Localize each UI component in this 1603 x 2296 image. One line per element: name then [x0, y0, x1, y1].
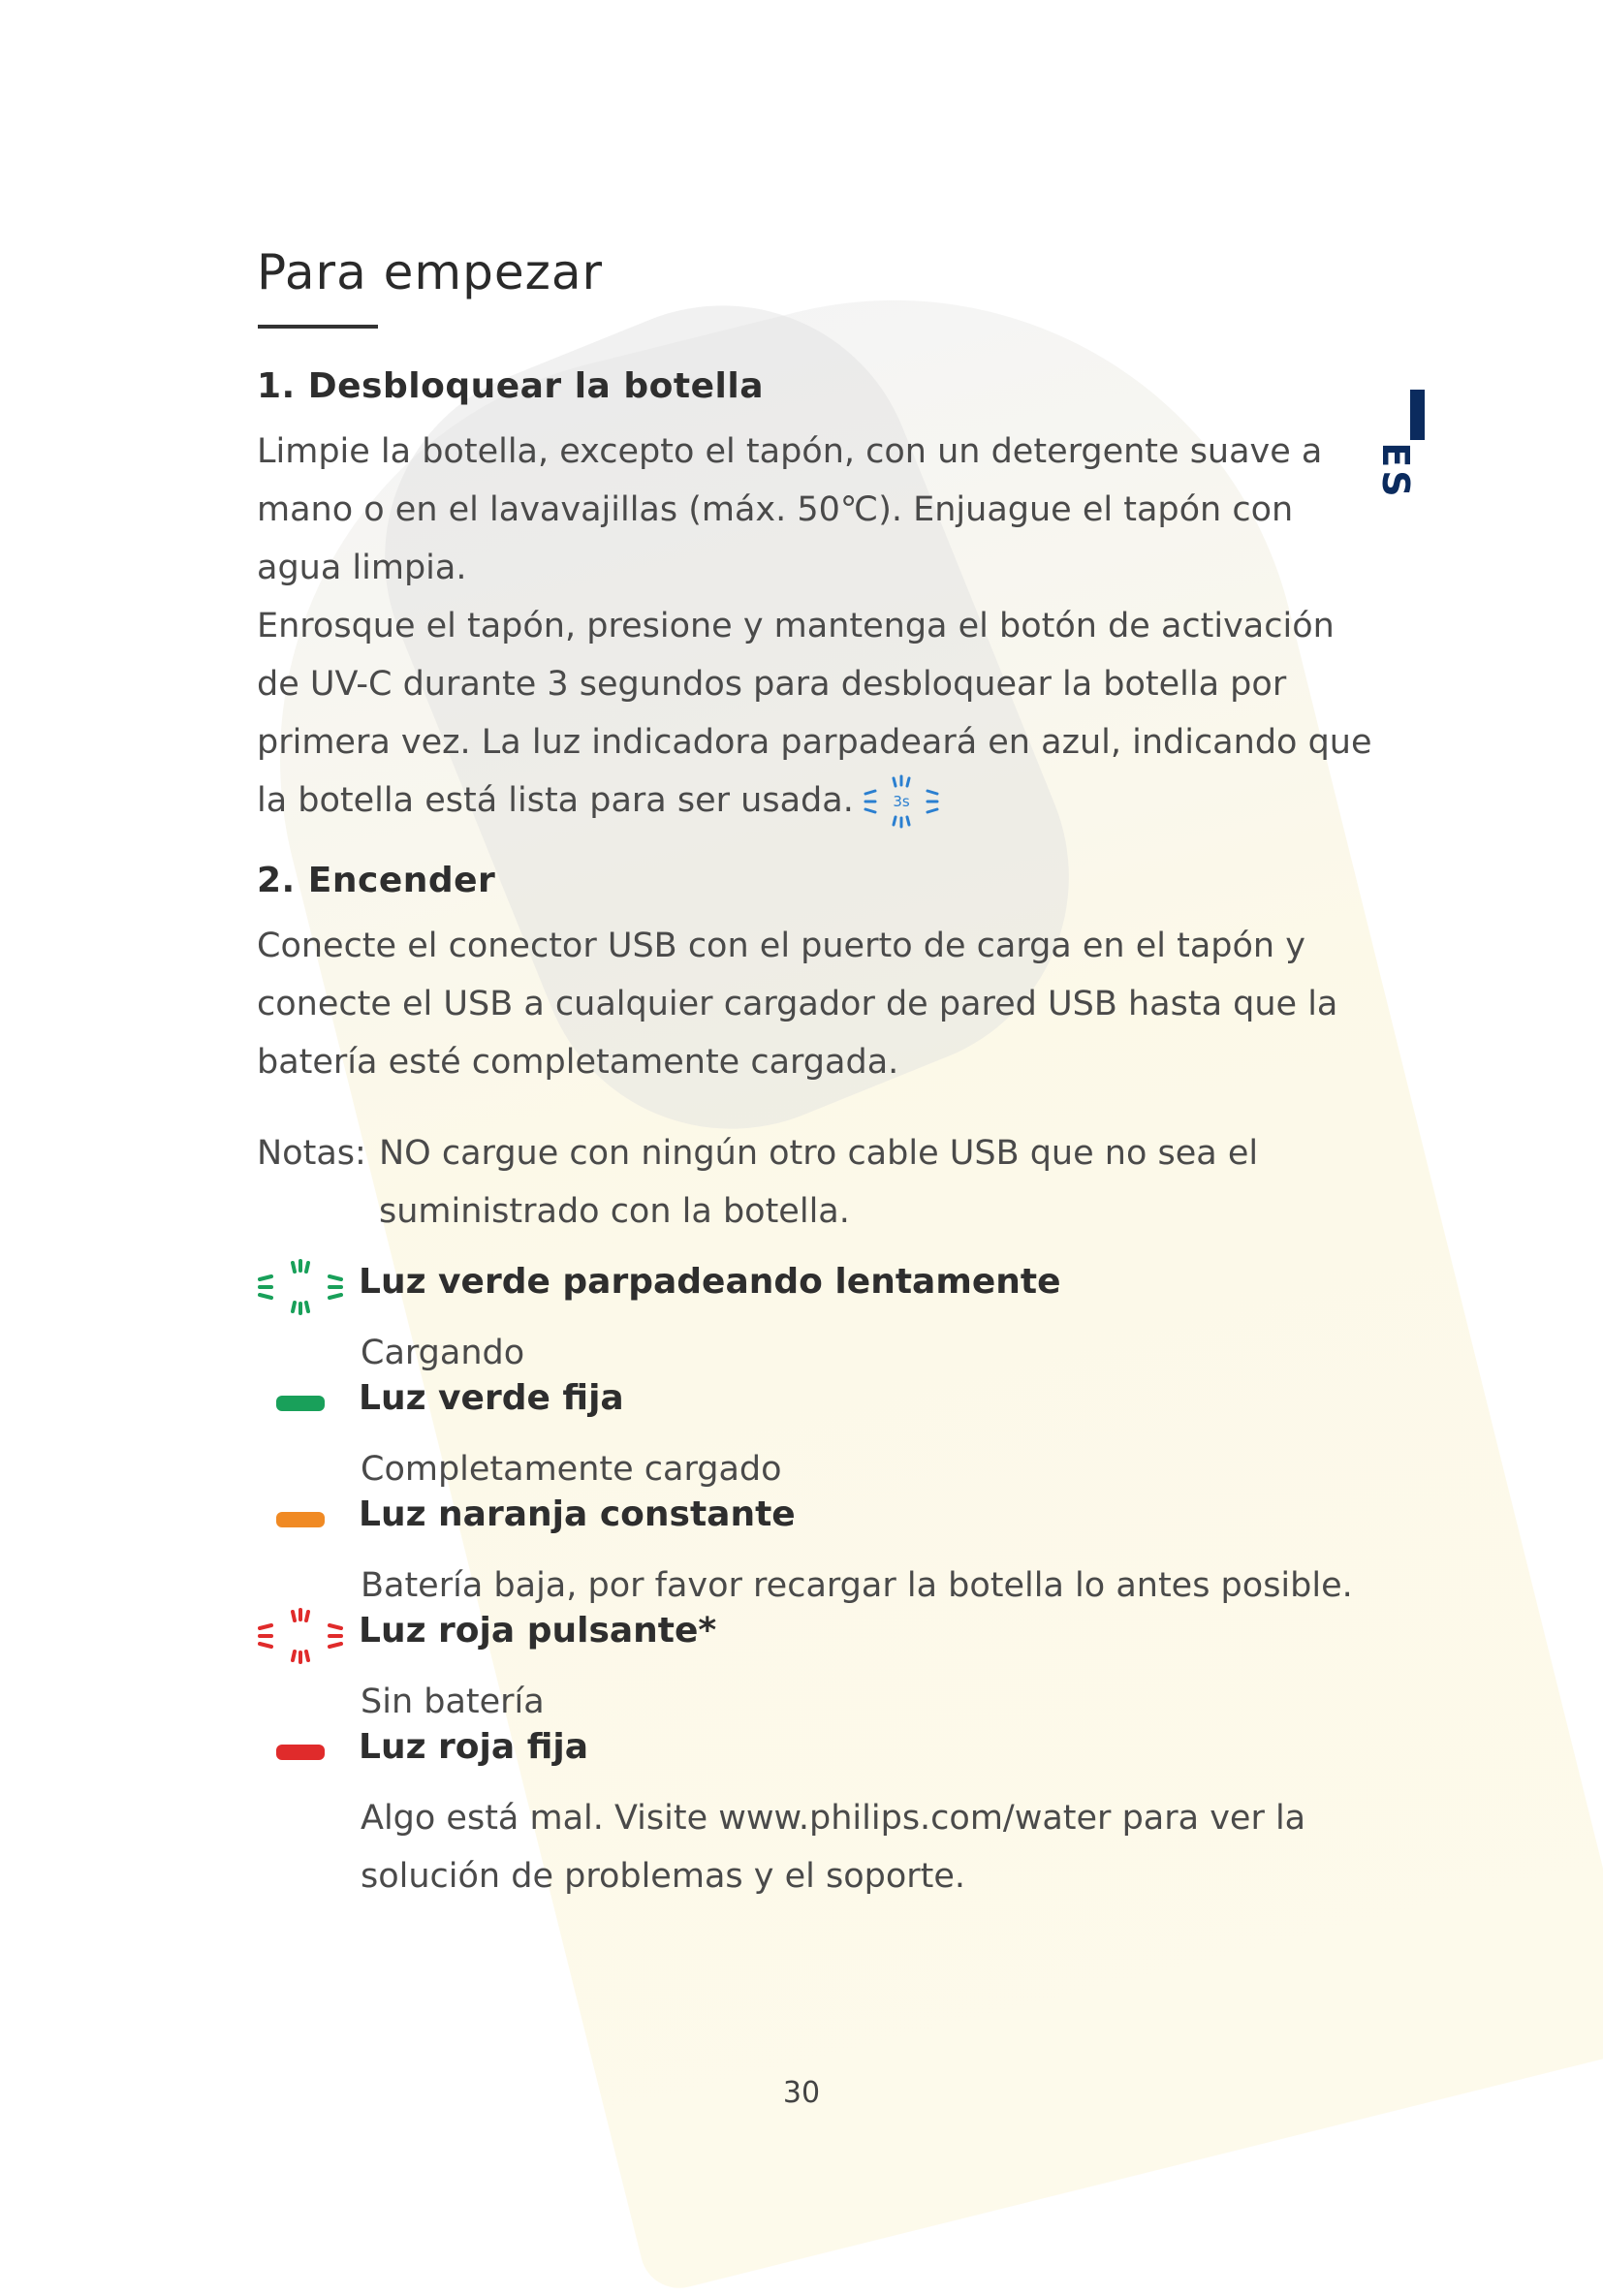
section-power-on-para: Conecte el conector USB con el puerto de carga en el tapón y conecte el USB a cualquier cargador de pared USB hasta que la batería esté completamente cargada. — [257, 927, 1338, 1082]
section-unlock-para2-text: Enrosque el tapón, presione y mantenga el botón de activación de UV-C durante 3 segundos para desbloquear la botella por primera vez. La luz indicadora parpadeará en azul, indicando que la botella está lista para ser usada. — [257, 607, 1372, 820]
section-heading-unlock: 1. Desbloquear la botella — [257, 366, 764, 406]
blue-blinking-light-icon — [862, 774, 941, 829]
led-state-desc: Algo está mal. Visite www.philips.com/water para ver la solución de problemas y el soporte. — [361, 1799, 1306, 1896]
section-unlock-para1: Limpie la botella, excepto el tapón, con un detergente suave a mano o en el lavavajillas (máx. 50℃). Enjuague el tapón con agua limpia. — [257, 432, 1323, 587]
page-number: 30 — [782, 2076, 821, 2110]
green-solid-light-icon — [257, 1374, 344, 1432]
led-state-desc: Sin batería — [361, 1683, 545, 1721]
notes-text: NO cargue con ningún otro cable USB que no sea el suministrado con la botella. — [379, 1134, 1259, 1231]
led-state-title: Luz roja fija — [359, 1727, 589, 1767]
led-state-title: Luz naranja constante — [359, 1494, 796, 1534]
led-state-desc: Cargando — [361, 1334, 525, 1372]
blink-duration-label: 3s — [893, 793, 910, 810]
title-underline — [258, 325, 378, 329]
red-pulsing-light-icon — [257, 1607, 344, 1665]
led-state-desc: Batería baja, por favor recargar la botella lo antes posible. — [361, 1566, 1353, 1605]
page-title: Para empezar — [257, 244, 604, 300]
led-state-title: Luz roja pulsante* — [359, 1611, 717, 1651]
section-unlock-para2 — [257, 597, 1381, 830]
green-blinking-light-icon — [257, 1258, 344, 1316]
orange-solid-light-icon — [257, 1491, 344, 1549]
led-state-desc: Completamente cargado — [361, 1450, 782, 1489]
led-state-title: Luz verde fija — [359, 1378, 624, 1418]
led-state-title: Luz verde parpadeando lentamente — [359, 1262, 1061, 1302]
red-solid-light-icon — [257, 1723, 344, 1781]
language-tab-bar — [1410, 390, 1425, 440]
notes-label: Notas: — [257, 1134, 366, 1173]
section-heading-power-on: 2. Encender — [257, 861, 496, 900]
language-tag: ES — [1374, 442, 1417, 500]
